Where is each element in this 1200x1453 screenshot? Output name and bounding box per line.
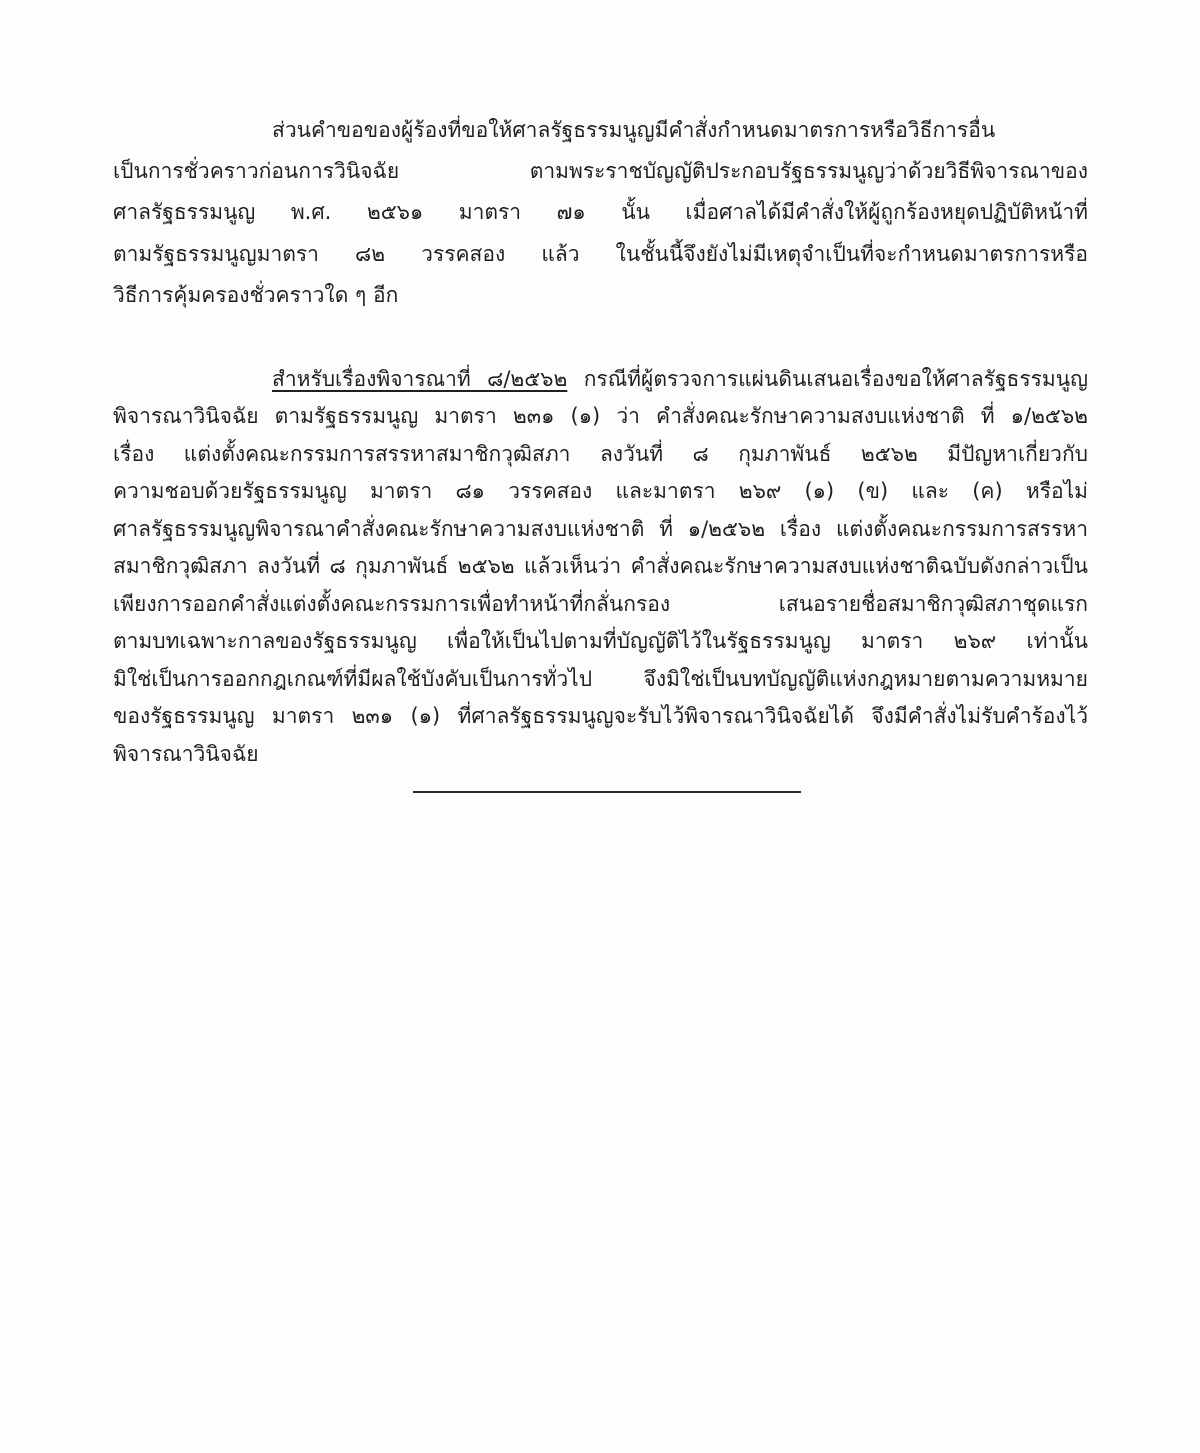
- paragraph-line: สมาชิกวุฒิสภา ลงวันที่ ๘ กุมภาพันธ์ ๒๕๖๒ แล้วเห็นว่า คำสั่งคณะรักษาความสงบแห่งชาติฉบับดังกล่าวเป็น: [113, 554, 1088, 578]
- closing-rule-divider: [413, 791, 801, 793]
- paragraph-line: เพียงการออกคำสั่งแต่งตั้งคณะกรรมการเพื่อทำหน้าที่กลั่นกรอง เสนอรายชื่อสมาชิกวุฒิสภาชุดแรก: [113, 592, 1088, 616]
- paragraph-line: มิใช่เป็นการออกกฎเกณฑ์ที่มีผลใช้บังคับเป็นการทั่วไป จึงมิใช่เป็นบทบัญญัติแห่งกฎหมายตามความหมาย: [113, 667, 1088, 691]
- paragraph-line: เป็นการชั่วคราวก่อนการวินิจฉัย ตามพระราชบัญญัติประกอบรัฐธรรมนูญว่าด้วยวิธีพิจารณาของ: [113, 159, 1088, 183]
- paragraph-line: พิจารณาวินิจฉัย: [113, 742, 259, 766]
- paragraph-line: ตามรัฐธรรมนูญมาตรา ๘๒ วรรคสอง แล้ว ในชั้นนี้จึงยังไม่มีเหตุจำเป็นที่จะกำหนดมาตรการหรือ: [113, 242, 1088, 266]
- paragraph-line-rest: กรณีที่ผู้ตรวจการแผ่นดินเสนอเรื่องขอให้ศาลรัฐธรรมนูญ: [567, 367, 1088, 391]
- paragraph-line: ส่วนคำขอของผู้ร้องที่ขอให้ศาลรัฐธรรมนูญมีคำสั่งกำหนดมาตรการหรือวิธีการอื่น: [272, 118, 996, 142]
- paragraph-line: ความชอบด้วยรัฐธรรมนูญ มาตรา ๘๑ วรรคสอง และมาตรา ๒๖๙ (๑) (ข) และ (ค) หรือไม่: [113, 479, 1088, 503]
- case-heading: สำหรับเรื่องพิจารณาที่ ๘/๒๕๖๒: [272, 367, 568, 391]
- paragraph-first-line: [272, 361, 1088, 397]
- paragraph-line: พิจารณาวินิจฉัย ตามรัฐธรรมนูญ มาตรา ๒๓๑ (๑) ว่า คำสั่งคณะรักษาความสงบแห่งชาติ ที่ ๑/๒๕๖๒: [113, 404, 1088, 428]
- paragraph-line: วิธีการคุ้มครองชั่วคราวใด ๆ อีก: [113, 283, 399, 307]
- paragraph-line: ศาลรัฐธรรมนูญ พ.ศ. ๒๕๖๑ มาตรา ๗๑ นั้น เมื่อศาลได้มีคำสั่งให้ผู้ถูกร้องหยุดปฏิบัติหน้าที่: [113, 200, 1088, 224]
- paragraph-line: ตามบทเฉพาะกาลของรัฐธรรมนูญ เพื่อให้เป็นไปตามที่บัญญัติไว้ในรัฐธรรมนูญ มาตรา ๒๖๙ เท่านั้น: [113, 629, 1088, 653]
- paragraph-line: เรื่อง แต่งตั้งคณะกรรมการสรรหาสมาชิกวุฒิสภา ลงวันที่ ๘ กุมภาพันธ์ ๒๕๖๒ มีปัญหาเกี่ยวกับ: [113, 442, 1088, 466]
- paragraph-line: ศาลรัฐธรรมนูญพิจารณาคำสั่งคณะรักษาความสงบแห่งชาติ ที่ ๑/๒๕๖๒ เรื่อง แต่งตั้งคณะกรรมการสรรหา: [113, 517, 1088, 541]
- paragraph-line: ของรัฐธรรมนูญ มาตรา ๒๓๑ (๑) ที่ศาลรัฐธรรมนูญจะรับไว้พิจารณาวินิจฉัยได้ จึงมีคำสั่งไม่รับคำร้องไว้: [113, 704, 1088, 728]
